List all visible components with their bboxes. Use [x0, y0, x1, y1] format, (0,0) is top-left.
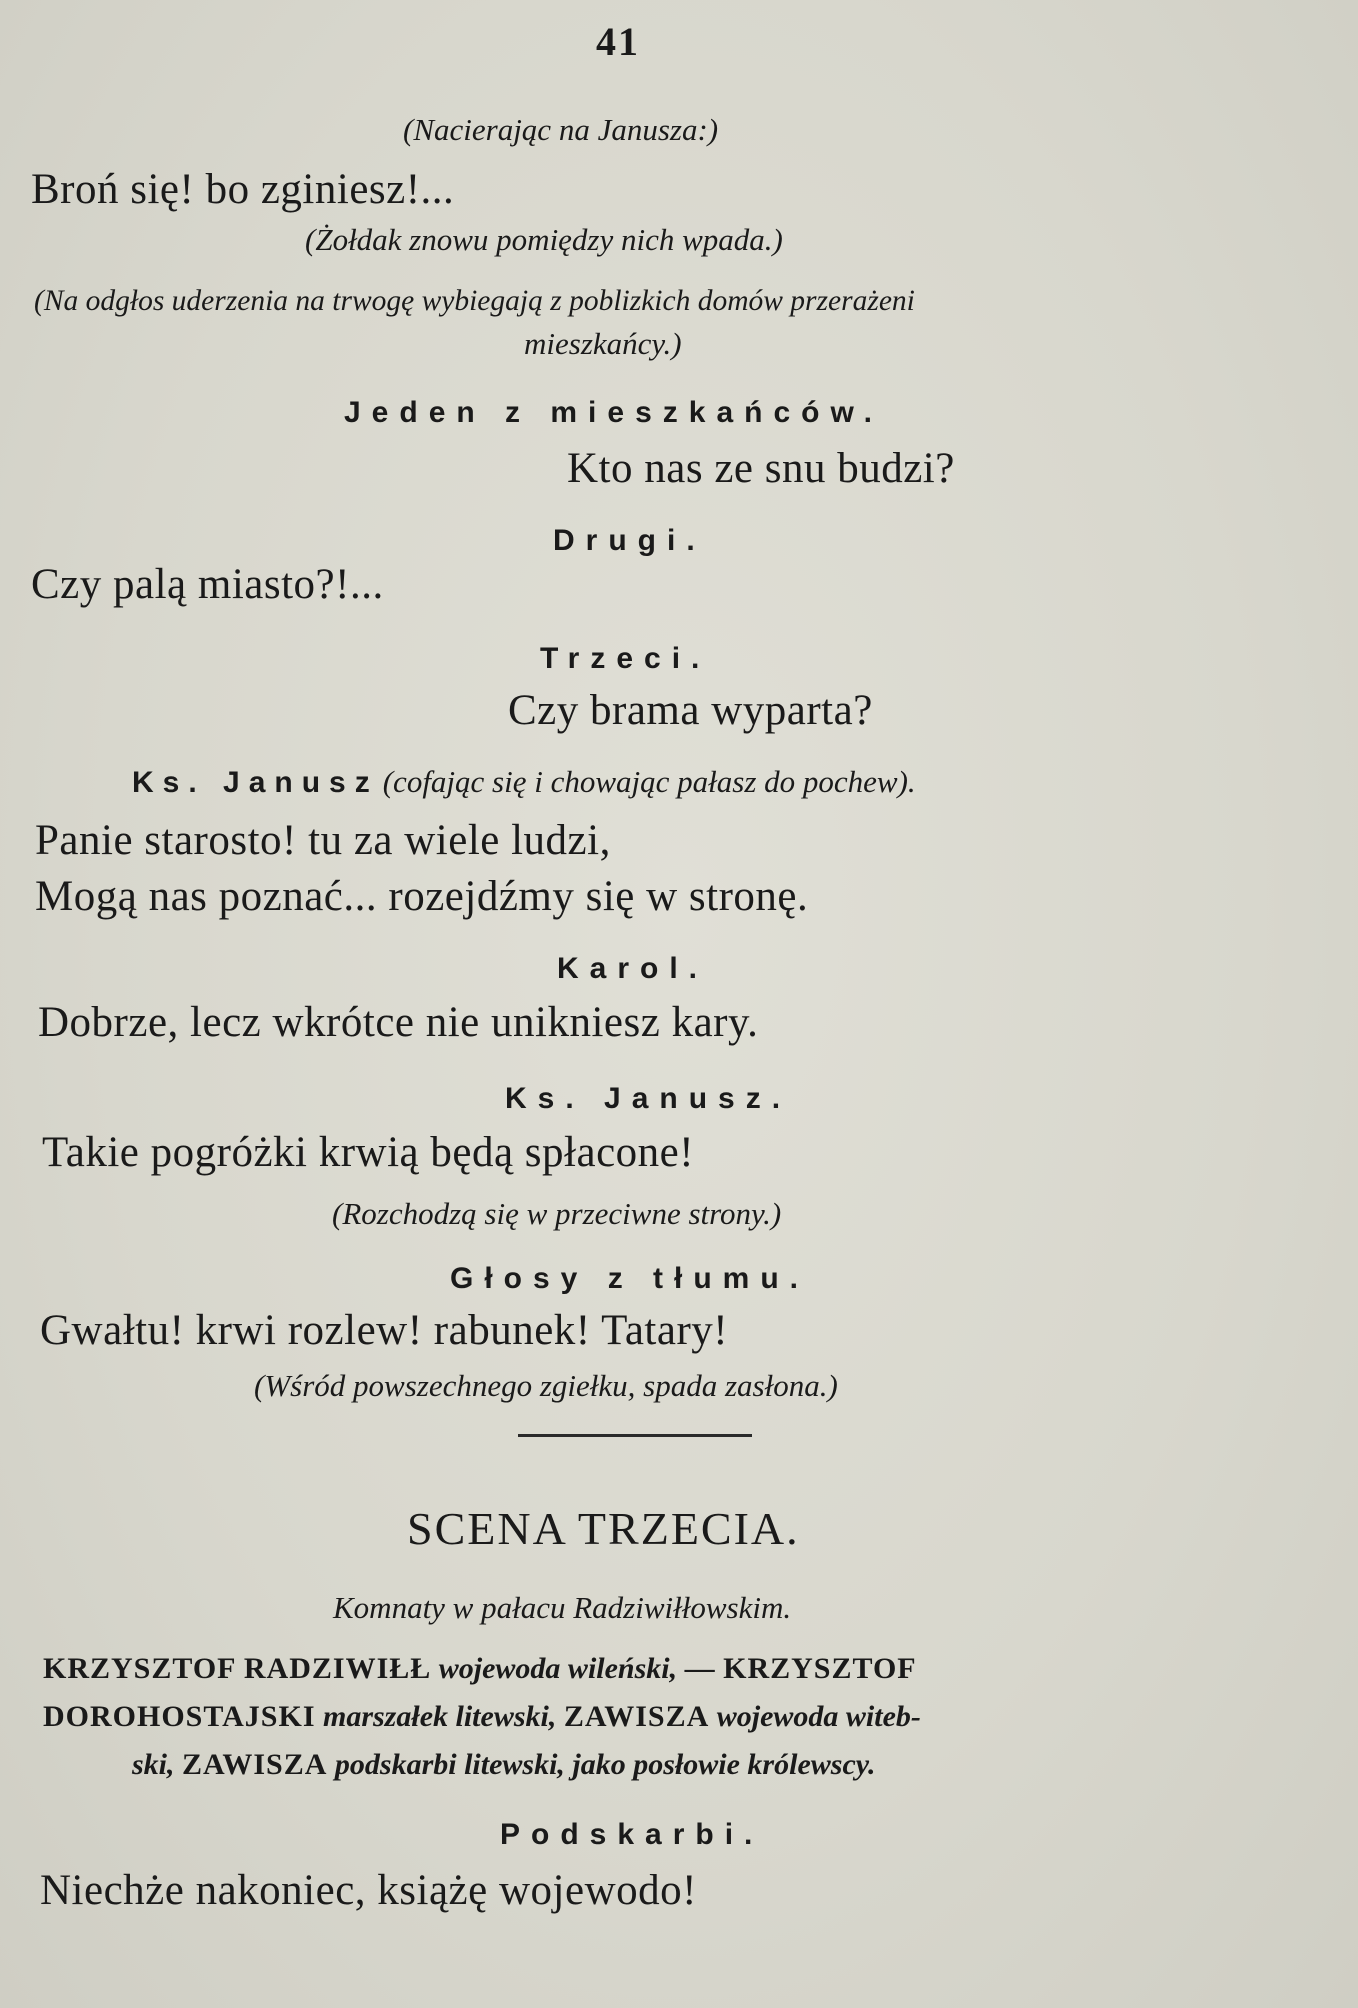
character-name: KRZYSZTOF — [723, 1652, 917, 1685]
stage-direction: (Rozchodzą się w przeciwne strony.) — [332, 1196, 782, 1231]
stage-direction: (cofając się i chowając pałasz do pochew). — [382, 764, 916, 799]
scene-title: SCENA TRZECIA. — [407, 1503, 800, 1554]
speaker-name: Głosy z tłumu. — [450, 1262, 810, 1295]
verse-line: Kto nas ze snu budzi? — [567, 445, 955, 492]
stage-direction: (Na odgłos uderzenia na trwogę wybiegają z poblizkich domów przerażeni — [34, 285, 915, 317]
character-name: ZAWISZA — [182, 1748, 328, 1781]
character-title: podskarbi litewski, jako posłowie królewscy. — [334, 1748, 876, 1781]
speaker-name: Ks. Janusz. — [505, 1082, 792, 1115]
stage-direction: (Wśród powszechnego zgiełku, spada zasłona.) — [254, 1368, 838, 1403]
character-name: DOROHOSTAJSKI — [43, 1700, 316, 1733]
stage-direction: (Nacierając na Janusza:) — [403, 112, 719, 147]
section-divider — [518, 1434, 752, 1437]
stage-direction: (Żołdak znowu pomiędzy nich wpada.) — [305, 222, 783, 257]
cast-list-line — [132, 1748, 875, 1782]
scene-location: Komnaty w pałacu Radziwiłłowskim. — [333, 1590, 792, 1625]
verse-line: Niechże nakoniec, książę wojewodo! — [40, 1867, 697, 1914]
verse-line: Broń się! bo zginiesz!... — [31, 166, 455, 213]
speaker-name: Drugi. — [553, 524, 706, 557]
speaker-name: Karol. — [557, 952, 709, 985]
character-name: ZAWISZA — [563, 1700, 710, 1733]
verse-line: Czy palą miasto?!... — [31, 561, 384, 608]
dash: — — [684, 1652, 716, 1685]
cast-list-line — [43, 1700, 921, 1734]
speaker-name: Trzeci. — [540, 642, 711, 675]
verse-line: Mogą nas poznać... rozejdźmy się w stronę. — [35, 873, 809, 920]
verse-line: Czy brama wyparta? — [508, 687, 873, 734]
cast-list-line — [43, 1652, 917, 1686]
character-title: wojewoda witeb- — [716, 1700, 921, 1733]
verse-line: Panie starosto! tu za wiele ludzi, — [35, 817, 611, 864]
speaker-line — [132, 764, 916, 800]
speaker-name: Podskarbi. — [500, 1818, 764, 1851]
character-title: wojewoda wileński, — [438, 1652, 678, 1685]
page-number: 41 — [596, 19, 640, 64]
character-title: ski, — [132, 1748, 175, 1781]
stage-direction: mieszkańcy.) — [524, 326, 682, 361]
character-title: marszałek litewski, — [323, 1700, 557, 1733]
speaker-name: Jeden z mieszkańców. — [344, 396, 884, 429]
verse-line: Gwałtu! krwi rozlew! rabunek! Tatary! — [40, 1307, 729, 1354]
verse-line: Takie pogróżki krwią będą spłacone! — [42, 1129, 695, 1176]
verse-line: Dobrze, lecz wkrótce nie unikniesz kary. — [38, 999, 759, 1046]
speaker-name: Ks. Janusz — [132, 766, 379, 799]
character-name: KRZYSZTOF RADZIWIŁŁ — [43, 1652, 432, 1685]
